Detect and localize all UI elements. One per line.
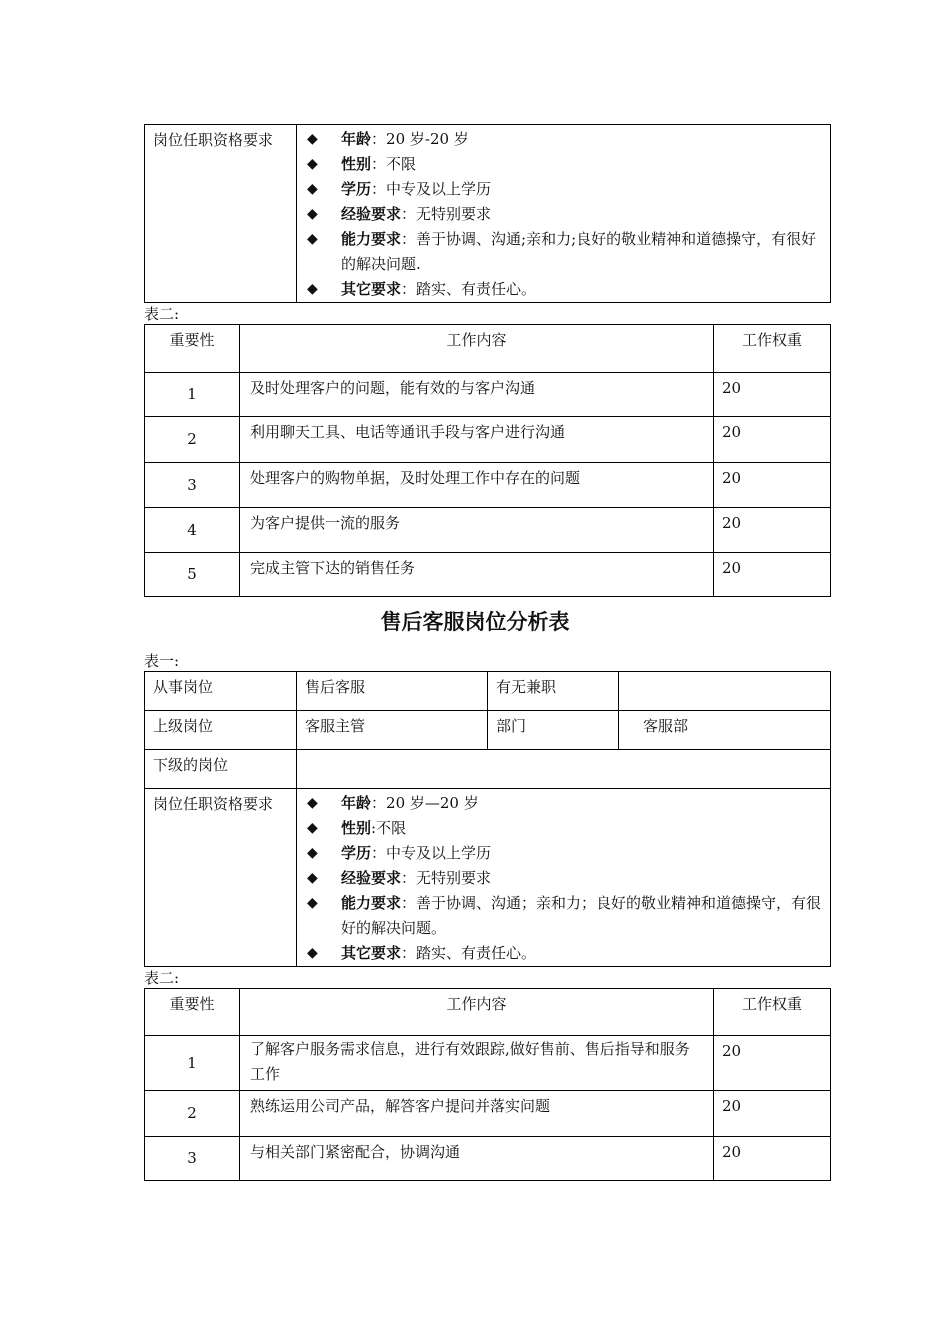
diamond-bullet-icon: ◆ xyxy=(307,156,318,172)
row-weight: 20 xyxy=(714,508,831,553)
row-content: 熟练运用公司产品，解答客户提问并落实问题 xyxy=(240,1091,714,1137)
diamond-bullet-icon: ◆ xyxy=(307,895,318,911)
row-content: 及时处理客户的问题，能有效的与客户沟通 xyxy=(240,373,714,417)
diamond-bullet-icon: ◆ xyxy=(307,181,318,197)
qual-item-age: ◆ 年龄：20 岁—20 岁 xyxy=(305,791,822,816)
diamond-bullet-icon: ◆ xyxy=(307,281,318,297)
qualification-table-1 xyxy=(144,124,831,303)
table-row xyxy=(145,1036,831,1091)
table-row xyxy=(145,373,831,417)
position-info-table xyxy=(144,671,831,967)
position-label: 从事岗位 xyxy=(145,672,297,711)
diamond-bullet-icon: ◆ xyxy=(307,820,318,836)
table-row xyxy=(145,553,831,597)
qual-item-other: ◆ 其它要求：踏实、有责任心。 xyxy=(305,277,822,302)
row-importance: 1 xyxy=(145,1036,240,1091)
table-caption: 表一: xyxy=(144,652,180,670)
qualification-list xyxy=(297,789,831,967)
position-value: 售后客服 xyxy=(297,672,488,711)
dept-value: 客服部 xyxy=(619,711,831,750)
header-importance: 重要性 xyxy=(145,989,240,1036)
qual-item-education: ◆ 学历：中专及以上学历 xyxy=(305,841,822,866)
row-content: 处理客户的购物单据，及时处理工作中存在的问题 xyxy=(240,463,714,508)
qualification-label: 岗位任职资格要求 xyxy=(145,789,297,967)
table-row xyxy=(145,508,831,553)
diamond-bullet-icon: ◆ xyxy=(307,795,318,811)
subordinate-label: 下级的岗位 xyxy=(145,750,297,789)
subordinate-value xyxy=(297,750,831,789)
table-row xyxy=(145,463,831,508)
table-row xyxy=(145,1091,831,1137)
qual-item-age: ◆ 年龄：20 岁-20 岁 xyxy=(305,127,822,152)
diamond-bullet-icon: ◆ xyxy=(307,945,318,961)
row-weight: 20 xyxy=(714,463,831,508)
table-header-row xyxy=(145,989,831,1036)
header-importance: 重要性 xyxy=(145,325,240,373)
qual-item-gender: ◆ 性别:不限 xyxy=(305,816,822,841)
qual-item-experience: ◆ 经验要求：无特别要求 xyxy=(305,866,822,891)
parttime-value xyxy=(619,672,831,711)
header-weight: 工作权重 xyxy=(714,989,831,1036)
header-content: 工作内容 xyxy=(240,325,714,373)
row-content: 了解客户服务需求信息，进行有效跟踪,做好售前、售后指导和服务工作 xyxy=(240,1036,714,1091)
dept-label: 部门 xyxy=(488,711,619,750)
row-weight: 20 xyxy=(714,1036,831,1091)
header-content: 工作内容 xyxy=(240,989,714,1036)
row-weight: 20 xyxy=(714,1137,831,1181)
table-row xyxy=(145,417,831,463)
section-title: 售后客服岗位分析表 xyxy=(380,610,570,634)
work-content-table-1 xyxy=(144,324,831,597)
row-importance: 4 xyxy=(145,508,240,553)
row-weight: 20 xyxy=(714,417,831,463)
row-content: 与相关部门紧密配合，协调沟通 xyxy=(240,1137,714,1181)
row-importance: 5 xyxy=(145,553,240,597)
diamond-bullet-icon: ◆ xyxy=(307,845,318,861)
qual-item-experience: ◆ 经验要求：无特别要求 xyxy=(305,202,822,227)
parttime-label: 有无兼职 xyxy=(488,672,619,711)
superior-label: 上级岗位 xyxy=(145,711,297,750)
row-importance: 1 xyxy=(145,373,240,417)
row-importance: 2 xyxy=(145,417,240,463)
row-weight: 20 xyxy=(714,553,831,597)
row-weight: 20 xyxy=(714,373,831,417)
table-caption: 表二: xyxy=(144,305,180,323)
row-importance: 2 xyxy=(145,1091,240,1137)
row-content: 为客户提供一流的服务 xyxy=(240,508,714,553)
row-content: 完成主管下达的销售任务 xyxy=(240,553,714,597)
row-importance: 3 xyxy=(145,1137,240,1181)
qual-item-other: ◆ 其它要求：踏实、有责任心。 xyxy=(305,941,822,966)
row-importance: 3 xyxy=(145,463,240,508)
row-weight: 20 xyxy=(714,1091,831,1137)
table-caption: 表二: xyxy=(144,969,180,987)
header-weight: 工作权重 xyxy=(714,325,831,373)
diamond-bullet-icon: ◆ xyxy=(307,231,318,247)
work-content-table-2 xyxy=(144,988,831,1181)
qualification-list xyxy=(297,125,831,303)
diamond-bullet-icon: ◆ xyxy=(307,131,318,147)
diamond-bullet-icon: ◆ xyxy=(307,870,318,886)
table-header-row xyxy=(145,325,831,373)
qual-item-ability: ◆ 能力要求：善于协调、沟通;亲和力;良好的敬业精神和道德操守，有很好的解决问题. xyxy=(305,227,822,277)
qualification-label: 岗位任职资格要求 xyxy=(145,125,297,303)
qual-item-education: ◆ 学历：中专及以上学历 xyxy=(305,177,822,202)
diamond-bullet-icon: ◆ xyxy=(307,206,318,222)
table-row xyxy=(145,1137,831,1181)
qual-item-gender: ◆ 性别：不限 xyxy=(305,152,822,177)
qual-item-ability: ◆ 能力要求：善于协调、沟通；亲和力；良好的敬业精神和道德操守，有很好的解决问题。 xyxy=(305,891,822,941)
superior-value: 客服主管 xyxy=(297,711,488,750)
row-content: 利用聊天工具、电话等通讯手段与客户进行沟通 xyxy=(240,417,714,463)
